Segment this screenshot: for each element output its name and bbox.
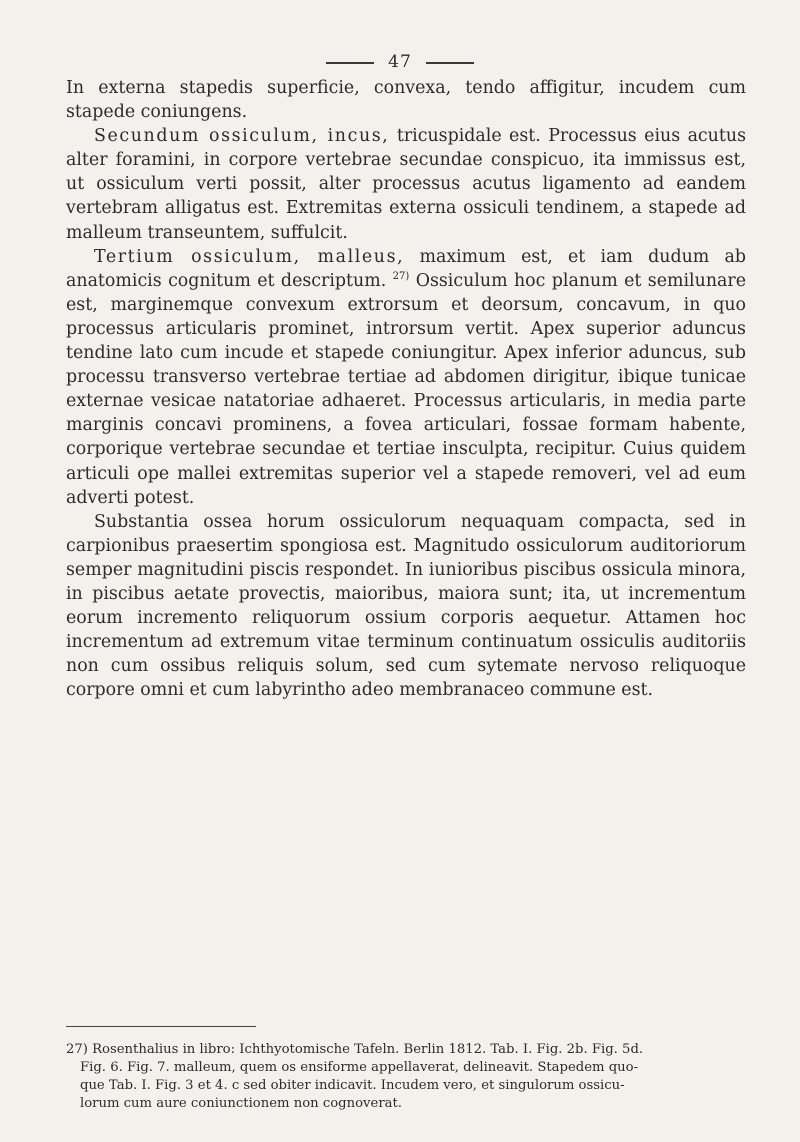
footnote-divider (66, 1026, 256, 1027)
term-incus: Secundum ossiculum, incus, (94, 126, 390, 147)
page-header (0, 52, 800, 72)
footnote-line: Fig. 6. Fig. 7. malleum, quem os ensiforme appellaverat, delineavit. Stapedem quo- (80, 1060, 639, 1075)
footnote (66, 1041, 746, 1113)
footnote-line: 27) Rosenthalius in libro: Ichthyotomische Tafeln. Berlin 1812. Tab. I. Fig. 2b. Fig. 5d. (66, 1042, 644, 1057)
paragraph-text: tricuspidale est. Processus eius acutus alter foramini, in corpore vertebrae secundae conspicuo, ita immissus est, ut ossiculum verti possit, alter processus acutus ligamento ad eandem vertebram alligatus est. Extremitas externa ossiculi tendinem, a stapede ad malleum transeuntem, suffulcit. (66, 126, 746, 243)
paragraph-text: Substantia ossea horum ossiculorum nequaquam compacta, sed in carpionibus praesertim spongiosa est. Magnitudo ossiculorum auditoriorum semper magnitudini piscis respondet. In iunioribus piscibus ossicula minora, in piscibus aetate provectis, maioribus, maiora sunt; ita, ut incrementum eorum incremento reliquorum ossium corporis aequetur. Attamen hoc incrementum ad extremum vitae terminum continuatum ossiculis auditoriis non cum ossibus reliquis solum, sed cum sytemate nervoso reliquoque corpore omni et cum labyrintho adeo membranaceo commune est. (66, 511, 746, 701)
paragraph-malleus (66, 245, 746, 510)
header-rule-right (426, 62, 474, 64)
header-rule-left (326, 62, 374, 64)
footnote-line: lorum cum aure coniunctionem non cognoverat. (80, 1096, 402, 1111)
paragraph-text-continued: Ossiculum hoc planum et semilunare est, marginemque convexum extrorsum et deorsum, concavum, in quo processus articularis prominet, introrsum vertit. Apex superior aduncus tendine lato cum incude et stapede coniungitur. Apex inferior aduncus, sub processu transverso vertebrae tertiae ad abdomen dirigitur, ibique tunicae externae vesicae natatoriae adhaeret. Processus articularis, in media parte marginis concavi prominens, a fovea articulari, fossae formam habente, corporique vertebrae secundae et tertiae insculpta, recipitur. Cuius quidem articuli ope mallei extremitas superior vel a stapede removeri, vel ad eum adverti potest. (66, 270, 746, 508)
term-malleus: Tertium ossiculum, malleus, (94, 246, 405, 267)
page-number: 47 (388, 52, 412, 72)
paragraph-substantia (66, 510, 746, 703)
paragraph-text: In externa stapedis superficie, convexa, tendo affigitur, incudem cum stapede coniungens. (66, 78, 746, 123)
paragraph-text: maximum est, et iam dudum ab anatomicis cognitum et descriptum. (66, 246, 746, 291)
paragraph-incus (66, 124, 746, 244)
footnote-reference: 27) (392, 270, 410, 282)
footnote-line: que Tab. I. Fig. 3 et 4. c sed obiter indicavit. Incudem vero, et singulorum ossicu- (80, 1078, 625, 1093)
main-text (66, 76, 746, 702)
paragraph-stapes (66, 76, 746, 124)
